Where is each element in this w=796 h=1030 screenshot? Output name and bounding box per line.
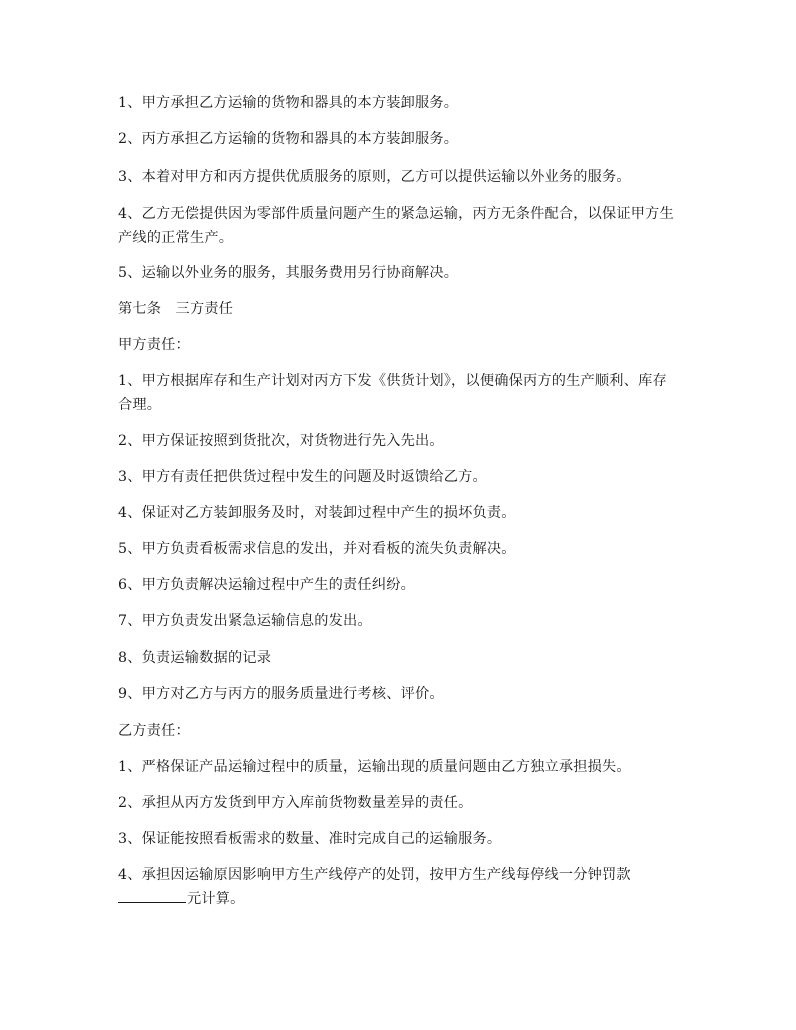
paragraph: 9、甲方对乙方与丙方的服务质量进行考核、评价。 (118, 686, 444, 702)
paragraph: 2、丙方承担乙方运输的货物和器具的本方装卸服务。 (118, 131, 459, 147)
paragraph: 2、甲方保证按照到货批次，对货物进行先入先出。 (118, 433, 444, 449)
paragraph: 8、负责运输数据的记录 (118, 650, 272, 666)
subheading: 甲方责任： (118, 337, 190, 353)
paragraph: 1、甲方承担乙方运输的货物和器具的本方装卸服务。 (118, 95, 459, 111)
fill-in-blank[interactable] (118, 888, 186, 903)
paragraph (118, 863, 678, 911)
subheading: 乙方责任： (118, 723, 190, 739)
paragraph: 5、运输以外业务的服务，其服务费用另行协商解决。 (118, 265, 459, 281)
paragraph: 2、承担从丙方发货到甲方入库前货物数量差异的责任。 (118, 795, 473, 811)
paragraph: 1、严格保证产品运输过程中的质量，运输出现的质量问题由乙方独立承担损失。 (118, 759, 631, 775)
paragraph: 1、甲方根据库存和生产计划对丙方下发《供货计划》，以便确保丙方的生产顺利、库存合理。 (118, 373, 667, 413)
paragraph: 7、甲方负责发出紧急运输信息的发出。 (118, 613, 372, 629)
paragraph-suffix: 元计算。 (187, 891, 245, 907)
section-heading: 第七条 三方责任 (118, 301, 234, 317)
paragraph: 5、甲方负责看板需求信息的发出，并对看板的流失负责解决。 (118, 541, 516, 557)
paragraph: 4、保证对乙方装卸服务及时，对装卸过程中产生的损坏负责。 (118, 505, 516, 521)
paragraph: 3、本着对甲方和丙方提供优质服务的原则，乙方可以提供运输以外业务的服务。 (118, 169, 631, 185)
paragraph: 3、保证能按照看板需求的数量、准时完成自己的运输服务。 (118, 831, 502, 847)
paragraph: 6、甲方负责解决运输过程中产生的责任纠纷。 (118, 577, 415, 593)
paragraph-text: 4、承担因运输原因影响甲方生产线停产的处罚，按甲方生产线每停线一分钟罚款 (118, 867, 631, 883)
paragraph: 4、乙方无偿提供因为零部件质量问题产生的紧急运输，丙方无条件配合，以保证甲方生产线的正常生产。 (118, 206, 674, 246)
paragraph: 3、甲方有责任把供货过程中发生的问题及时返馈给乙方。 (118, 469, 487, 485)
